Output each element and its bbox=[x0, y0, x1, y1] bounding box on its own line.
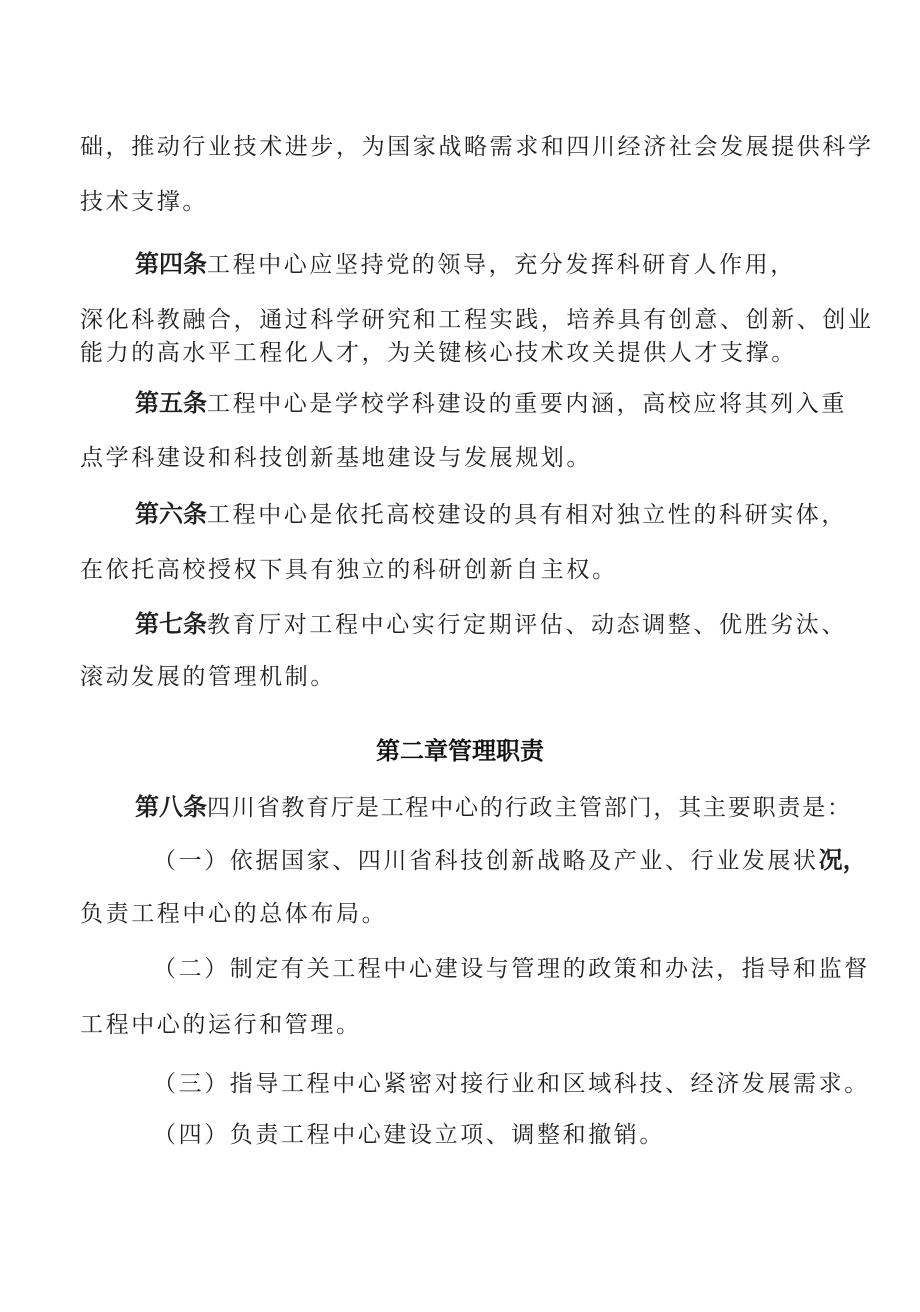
paragraph-line: 滚动发展的管理机制。 bbox=[80, 664, 336, 690]
article-8 bbox=[135, 787, 852, 822]
article-4-text: 工程中心应坚持党的领导，充分发挥科研育人作用， bbox=[207, 252, 796, 278]
article-7-title: 第七条 bbox=[135, 610, 207, 638]
chapter-heading: 第二章管理职责 bbox=[376, 737, 544, 765]
article-5-title: 第五条 bbox=[135, 389, 207, 417]
item-3: （三）指导工程中心紧密对接行业和区域科技、经济发展需求。 bbox=[153, 1071, 870, 1097]
item-2: （二）制定有关工程中心建设与管理的政策和办法，指导和监督 bbox=[153, 956, 870, 982]
article-7-text: 教育厅对工程中心实行定期评估、动态调整、优胜劣汰、 bbox=[207, 612, 847, 638]
article-7 bbox=[135, 604, 847, 639]
paragraph-line: 深化科教融合，通过科学研究和工程实践，培养具有创意、创新、创业 bbox=[80, 307, 874, 333]
article-5 bbox=[135, 383, 847, 418]
item-1-bold: 况， bbox=[818, 846, 867, 874]
article-4 bbox=[135, 244, 796, 279]
article-6-text: 工程中心是依托高校建设的具有相对独立性的科研实体， bbox=[207, 502, 847, 528]
item-4: （四）负责工程中心建设立项、调整和撤销。 bbox=[153, 1122, 665, 1148]
paragraph-line: 点学科建设和科技创新基地建设与发展规划。 bbox=[80, 445, 592, 471]
paragraph-line: 工程中心的运行和管理。 bbox=[80, 1012, 362, 1038]
paragraph-line: 在依托高校授权下具有独立的科研创新自主权。 bbox=[80, 557, 618, 583]
paragraph-line: 技术支撑。 bbox=[80, 189, 208, 215]
paragraph-line: 负责工程中心的总体布局。 bbox=[80, 901, 388, 927]
article-6-title: 第六条 bbox=[135, 500, 207, 528]
item-1-text: （一）依据国家、四川省科技创新战略及产业、行业发展状 bbox=[153, 848, 819, 874]
article-5-text: 工程中心是学校学科建设的重要内涵，高校应将其列入重 bbox=[207, 391, 847, 417]
article-6 bbox=[135, 494, 847, 529]
paragraph-line: 础，推动行业技术进步，为国家战略需求和四川经济社会发展提供科学 bbox=[80, 134, 874, 160]
article-8-title: 第八条 bbox=[135, 793, 207, 821]
article-8-text: 四川省教育厅是工程中心的行政主管部门，其主要职责是： bbox=[207, 795, 852, 821]
paragraph-line: 能力的高水平工程化人才，为关键核心技术攻关提供人才支撑。 bbox=[80, 340, 797, 366]
article-4-title: 第四条 bbox=[135, 250, 207, 278]
item-1 bbox=[153, 840, 867, 875]
